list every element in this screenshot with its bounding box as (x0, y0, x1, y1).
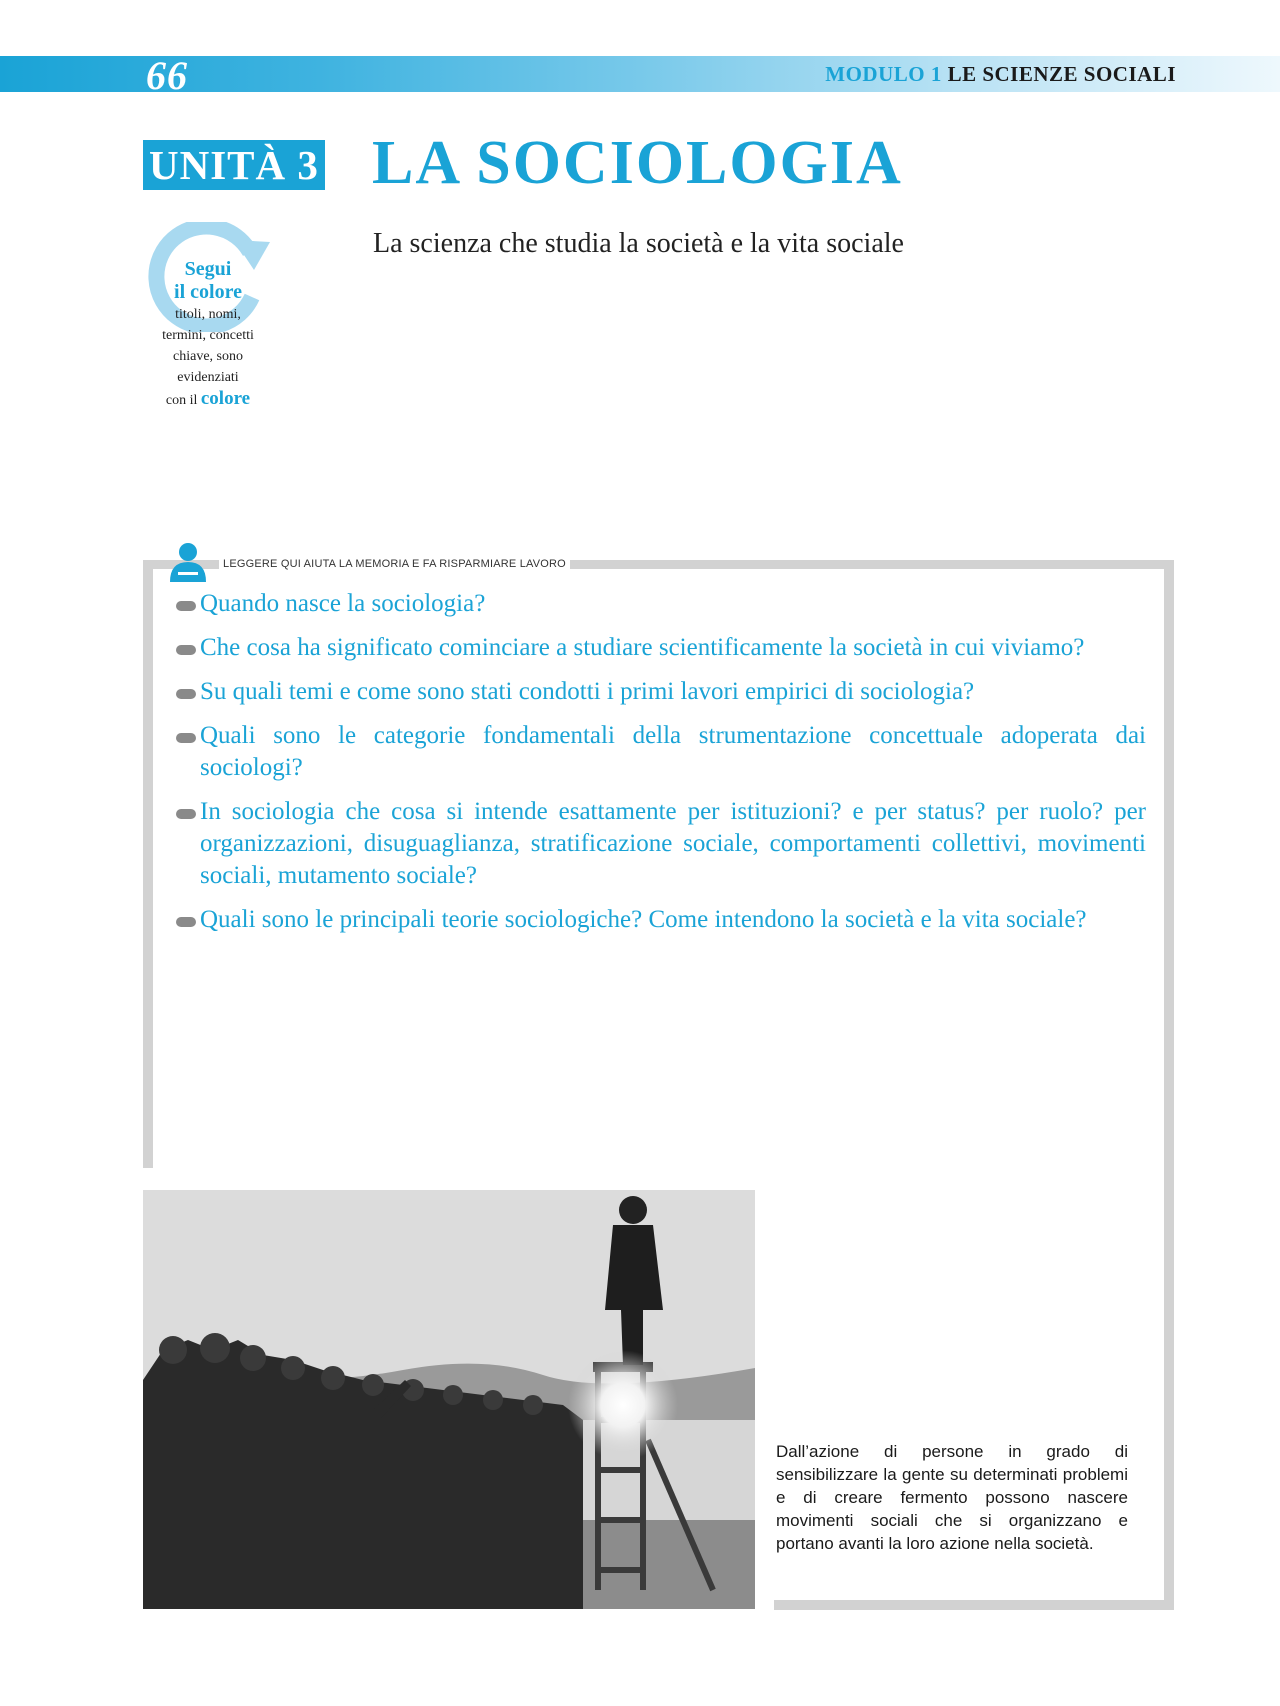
module-heading (825, 62, 1176, 87)
list-item (176, 676, 1146, 708)
segui-il-colore-note (146, 258, 270, 411)
bullet-icon (176, 809, 196, 819)
list-item (176, 720, 1146, 784)
module-title: LE SCIENZE SOCIALI (947, 62, 1176, 86)
segui-line-3: chiave, sono (173, 349, 243, 364)
unit-label: UNITÀ 3 (143, 140, 325, 190)
question-text: In sociologia che cosa si intende esattamente per istituzioni? e per status? per ruolo? per organizzazioni, disuguaglianza, stratificazione sociale, comportamenti collettivi, movimenti sociali, mutamento sociale? (200, 798, 1146, 889)
box-border-right (1164, 560, 1174, 1610)
bullet-icon (176, 645, 196, 655)
segui-line-5-prefix: con il (165, 393, 198, 408)
segui-line-1: titoli, nomi, (175, 307, 241, 322)
questions-list (176, 588, 1146, 948)
question-text: Che cosa ha significato cominciare a studiare scientificamente la società in cui viviamo? (200, 634, 1085, 661)
box-border-bottom (774, 1600, 1174, 1610)
question-text: Quando nasce la sociologia? (200, 590, 486, 617)
unit-subtitle: La scienza che studia la società e la vita sociale (373, 228, 904, 259)
segui-title-2: il colore (174, 281, 242, 303)
segui-line-4: evidenziati (177, 370, 239, 385)
bullet-icon (176, 917, 196, 927)
box-label: LEGGERE QUI AIUTA LA MEMORIA E FA RISPARMIARE LAVORO (219, 558, 570, 570)
unit-title: LA SOCIOLOGIA (372, 129, 903, 197)
photo-caption: Dall’azione di persone in grado di sensibilizzare la gente su determinati problemi e di creare fermento possono nascere movimenti sociali che si organizzano e portano avanti la loro azione nella società. (776, 1442, 1128, 1553)
segui-line-5 (146, 388, 270, 411)
box-border-left (143, 560, 153, 1168)
crowd-photo-illustration (143, 1190, 755, 1609)
crowd-photo (143, 1190, 755, 1609)
bullet-icon (176, 689, 196, 699)
list-item (176, 904, 1146, 936)
segui-title-1: Segui (184, 258, 232, 280)
question-text: Quali sono le categorie fondamentali della strumentazione concettuale adoperata dai sociologi? (200, 722, 1146, 781)
segui-line-5-accent: colore (200, 388, 251, 409)
list-item (176, 796, 1146, 892)
module-label: MODULO 1 (825, 62, 942, 86)
list-item (176, 632, 1146, 664)
page-number: 66 (146, 53, 188, 98)
bullet-icon (176, 601, 196, 611)
segui-line-2: termini, concetti (162, 328, 254, 343)
list-item (176, 588, 1146, 620)
bullet-icon (176, 733, 196, 743)
question-text: Quali sono le principali teorie sociologiche? Come intendono la società e la vita sociale? (200, 906, 1087, 933)
question-text: Su quali temi e come sono stati condotti i primi lavori empirici di sociologia? (200, 678, 975, 705)
reader-head-icon (166, 540, 210, 586)
